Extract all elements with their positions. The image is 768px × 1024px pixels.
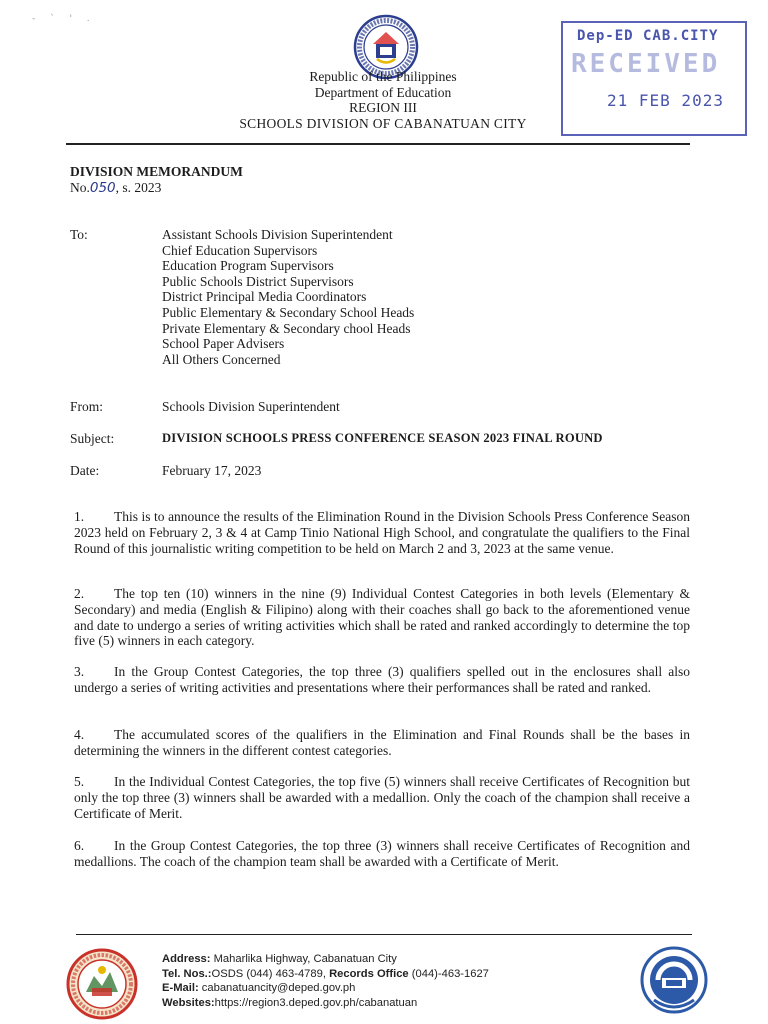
recipient-item: All Others Concerned xyxy=(162,351,281,367)
footer-divider xyxy=(76,934,692,935)
body-paragraph xyxy=(74,586,690,649)
body-paragraph xyxy=(74,727,690,759)
paragraph-text: In the Individual Contest Categories, the top five (5) winners shall receive Certificates of Recognition but only the top three (3) winners shall be awarded with a medallion. Only the coach of the champion shall receive a Certificate of Merit. xyxy=(74,774,690,821)
letterhead xyxy=(180,69,586,131)
paragraph-text: This is to announce the results of the Elimination Round in the Division Schools Press Conference Season 2023 held on February 2, 3 & 4 at Camp Tinio National High School, and congratulate the qualifiers to the Final Round of this journalistic writing competition to be held on March 2 and 3, 2023 at the same venue. xyxy=(74,509,690,556)
footer-address-line xyxy=(162,952,489,967)
body-paragraph xyxy=(74,774,690,821)
stamp-date: 21 FEB 2023 xyxy=(607,91,724,110)
letterhead-region: REGION III xyxy=(349,100,417,115)
from-label: From: xyxy=(70,399,104,414)
website-value: https://region3.deped.gov.ph/cabanatuan xyxy=(214,996,418,1009)
recipient-item: Assistant Schools Division Superintendent xyxy=(162,227,393,242)
memo-number-prefix: No. xyxy=(70,180,90,195)
memo-series: , s. 2023 xyxy=(115,180,162,195)
paragraph-text: The accumulated scores of the qualifiers in the Elimination and Final Rounds shall be the bases in determining the winners in the different contest categories. xyxy=(74,727,690,758)
date-value: February 17, 2023 xyxy=(162,463,262,478)
received-stamp xyxy=(561,21,747,136)
recipient-item: Private Elementary & Secondary chool Heads xyxy=(162,320,411,336)
paragraph-number: 6. xyxy=(74,838,85,853)
paragraph-text: The top ten (10) winners in the nine (9) Individual Contest Categories in both levels (Elementary & Secondary) and media (English & Filipino) along with their coaches shall go back to the aforementioned venue and date to undergo a series of writing activities which shall be rated and ranked accordingly to determine the top five (5) winners in each category. xyxy=(74,586,690,649)
website-label: Websites: xyxy=(162,996,215,1009)
email-label: E-Mail: xyxy=(162,982,199,995)
stamp-received-word: RECEIVED xyxy=(571,49,721,79)
paragraph-text: In the Group Contest Categories, the top three (3) winners shall receive Certificates of Recognition and medallions. The coach of the champion team shall be awarded with a Certificate of Merit. xyxy=(74,838,690,869)
address-label: Address: xyxy=(162,953,211,965)
scan-marks: - ` ' . xyxy=(32,14,96,24)
paragraph-number: 3. xyxy=(74,664,85,679)
stamp-org: Dep-ED CAB.CITY xyxy=(577,28,719,44)
recipient-list xyxy=(162,227,414,367)
recipient-item: Chief Education Supervisors xyxy=(162,242,318,258)
paragraph-number: 2. xyxy=(74,586,85,601)
memo-number xyxy=(70,180,161,196)
tel-value: OSDS (044) 463-4789, xyxy=(211,967,326,980)
footer-tel-line xyxy=(162,967,489,982)
footer-email-line xyxy=(162,981,489,996)
division-seal-icon xyxy=(62,948,142,1020)
iso-certification-icon xyxy=(640,944,708,1016)
footer-contact xyxy=(162,952,489,1010)
paragraph-number: 1. xyxy=(74,509,85,524)
to-label: To: xyxy=(70,227,88,242)
memo-number-handwritten: 050 xyxy=(89,180,116,196)
memo-title: DIVISION MEMORANDUM xyxy=(70,164,243,179)
paragraph-number: 5. xyxy=(74,774,85,789)
header-divider xyxy=(66,143,690,145)
from-value: Schools Division Superintendent xyxy=(162,399,340,414)
body-paragraph xyxy=(74,509,690,556)
footer-website-line xyxy=(162,996,489,1011)
recipient-item: Education Program Supervisors xyxy=(162,258,334,274)
paragraph-number: 4. xyxy=(74,727,85,742)
subject-value: DIVISION SCHOOLS PRESS CONFERENCE SEASON 2023 FINAL ROUND xyxy=(162,431,603,445)
paragraph-text: In the Group Contest Categories, the top three (3) qualifiers spelled out in the enclosures shall also undergo a series of writing activities and presentations where their performances shall be rated and ranked. xyxy=(74,664,690,695)
letterhead-department: Department of Education xyxy=(314,84,452,100)
tel-label: Tel. Nos.: xyxy=(162,967,212,980)
records-label: Records Office xyxy=(329,967,409,980)
body-paragraph xyxy=(74,664,690,696)
address-value: Maharlika Highway, Cabanatuan City xyxy=(213,953,397,965)
body-paragraph xyxy=(74,838,690,870)
recipient-item: Public Schools District Supervisors xyxy=(162,273,354,289)
subject-label: Subject: xyxy=(70,431,115,446)
letterhead-republic: Republic of the Philippines xyxy=(309,69,457,84)
email-value: cabanatuancity@deped.gov.ph xyxy=(201,982,356,995)
letterhead-division: SCHOOLS DIVISION OF CABANATUAN CITY xyxy=(239,115,527,131)
date-label: Date: xyxy=(70,463,100,478)
recipient-item: Public Elementary & Secondary School Heads xyxy=(162,304,415,320)
recipient-item: District Principal Media Coordinators xyxy=(162,289,367,305)
records-value: (044)-463-1627 xyxy=(411,967,489,980)
recipient-item: School Paper Advisers xyxy=(162,336,285,352)
